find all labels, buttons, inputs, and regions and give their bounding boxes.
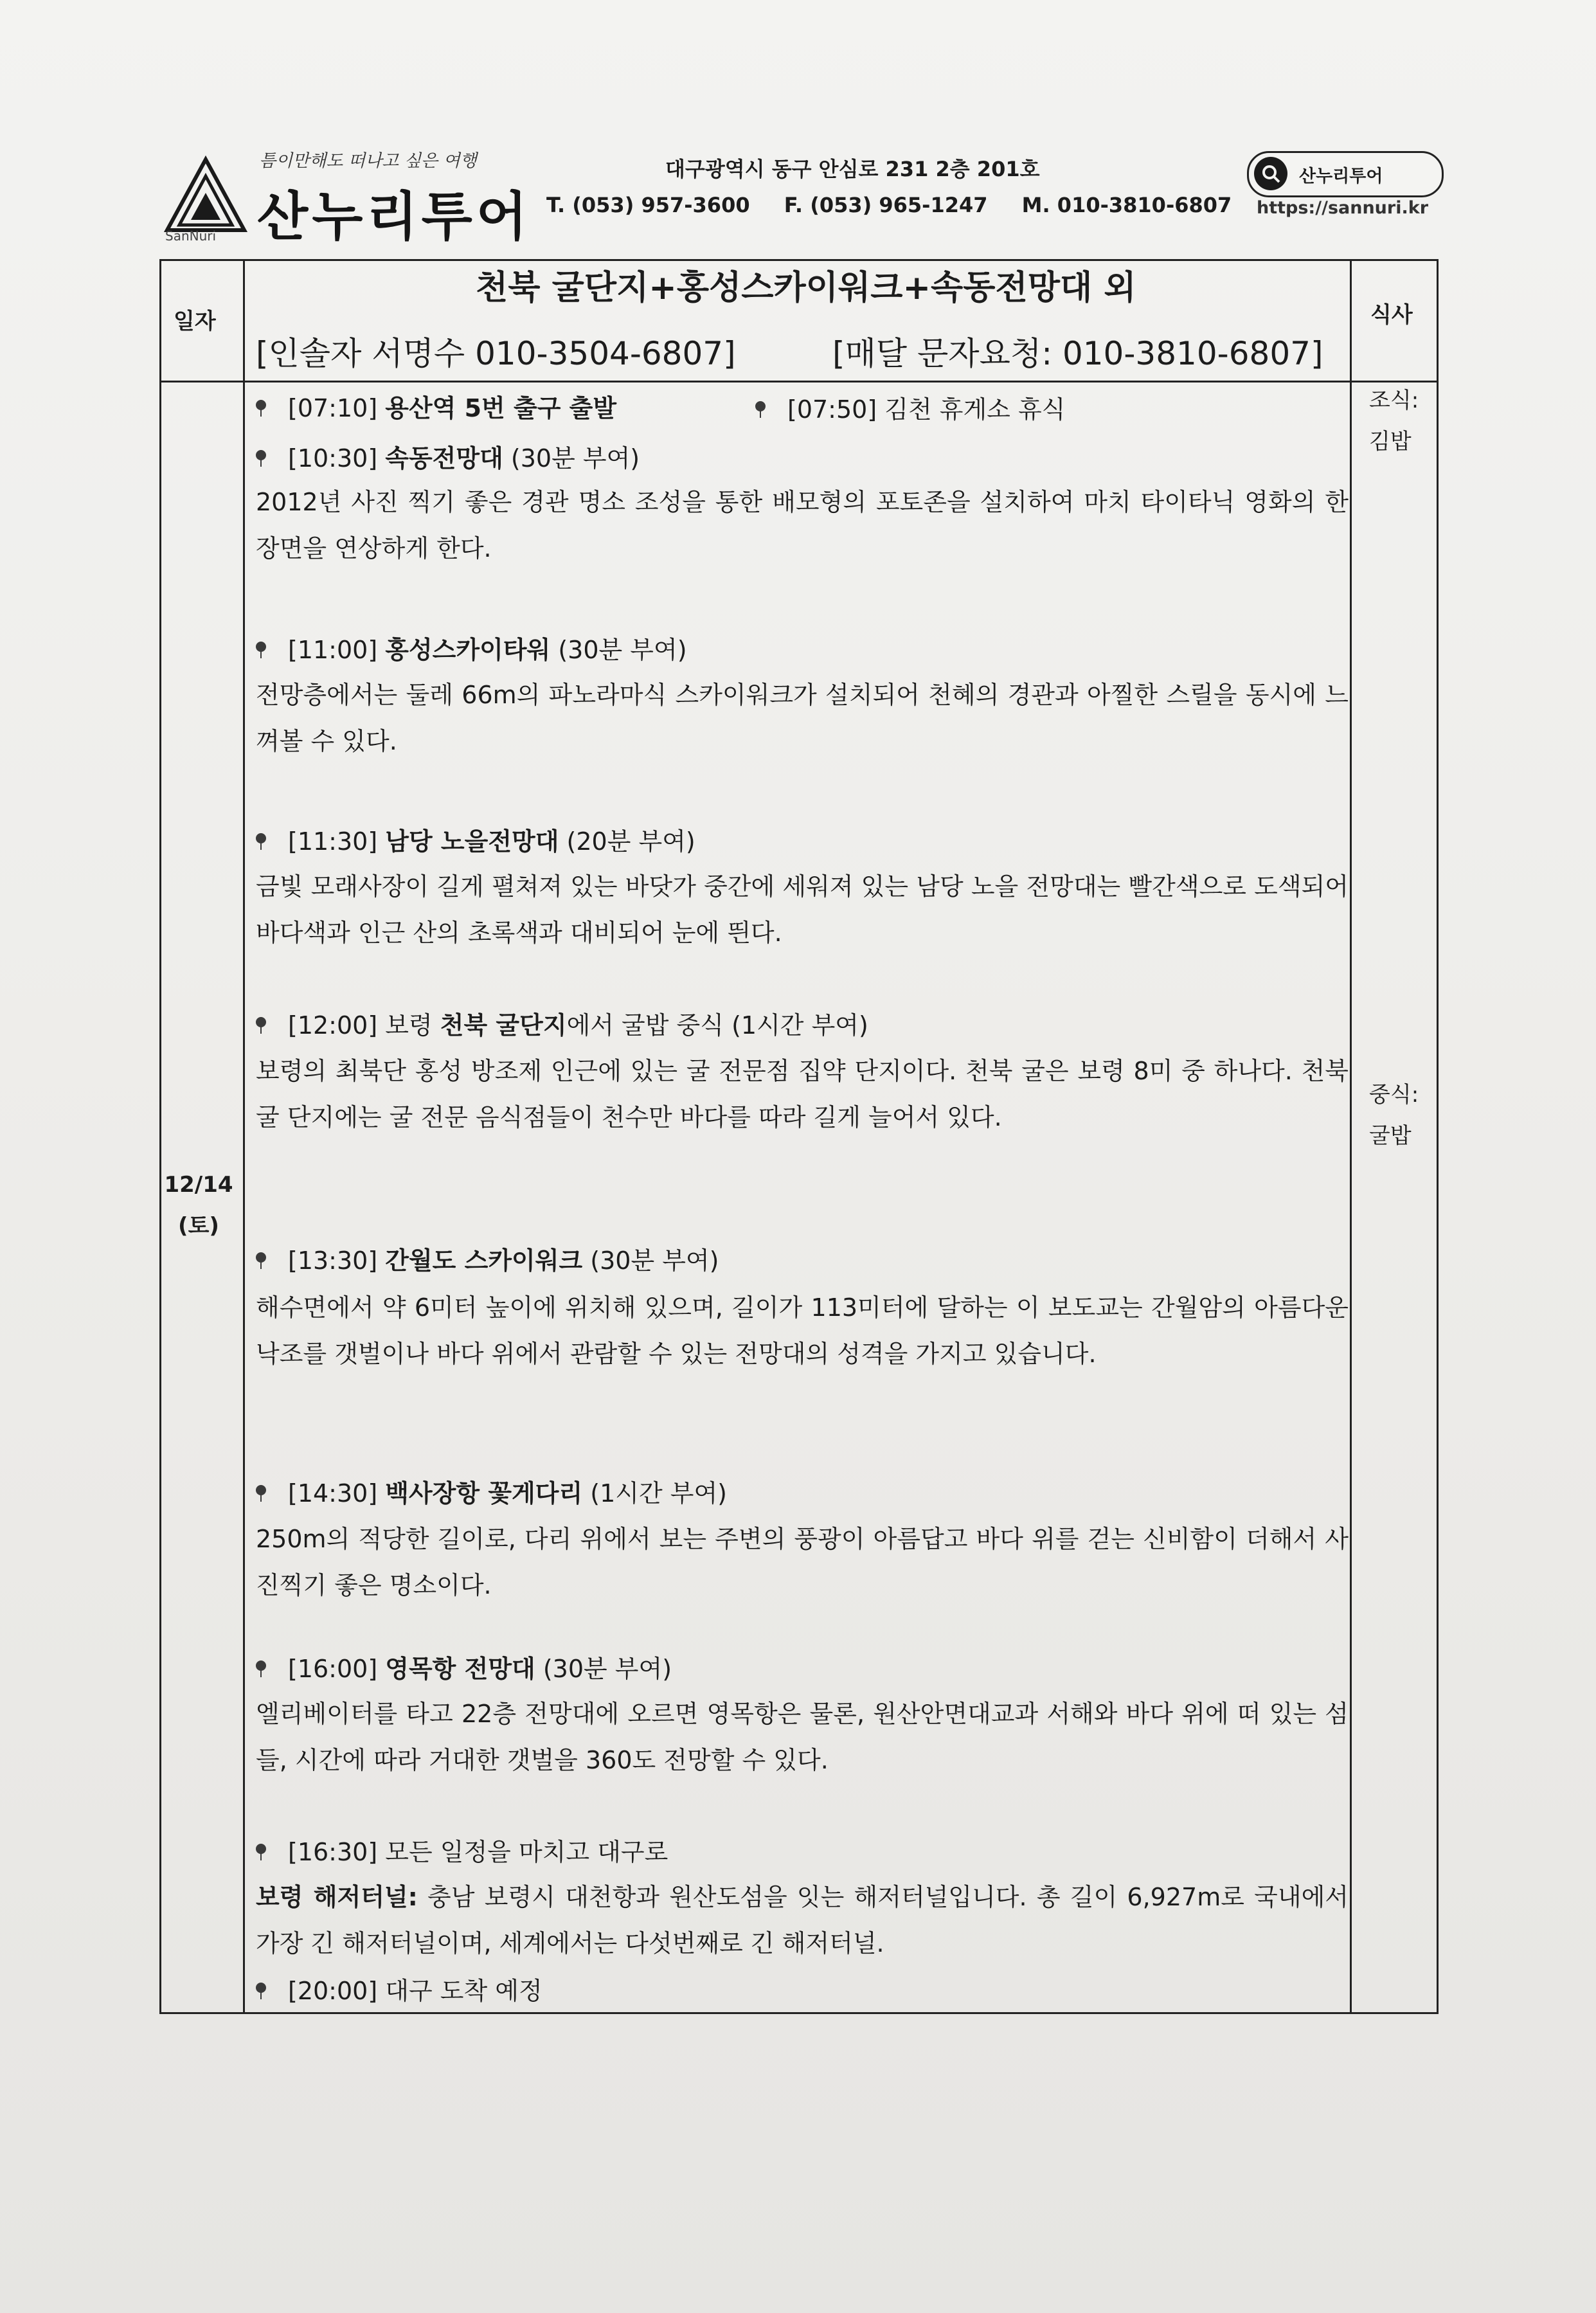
tour-title: 천북 굴단지+홍성스카이워크+속동전망대 외 (476, 269, 1136, 307)
lunch-label: 중식: (1369, 1082, 1419, 1108)
lunch-value: 굴밥 (1369, 1123, 1412, 1149)
itinerary-stop: [11:00] 홍성스카이타워 (30분 부여) (256, 630, 687, 665)
search-box (1247, 151, 1444, 197)
stop-name: 속동전망대 (385, 444, 503, 473)
column-header-date: 일자 (174, 309, 216, 334)
map-pin-icon (256, 450, 266, 460)
map-pin-icon (256, 642, 266, 652)
brand-subtitle: SanNuri (165, 228, 217, 244)
stop-description: 2012년 사진 찍기 좋은 경관 명소 조성을 통한 배모형의 포토존을 설치하여 마치 타이타닉 영화의 한 장면을 연상하게 한다. (256, 488, 1349, 562)
brand-name: 산누리투어 (257, 186, 532, 248)
stop-description: 해수면에서 약 6미터 높이에 위치해 있으며, 길이가 113미터에 달하는 이 보도교는 간월암의 아름다운 낙조를 갯벌이나 바다 위에서 관람할 수 있는 전망대의 성격을 가지고 있습니다. (256, 1293, 1349, 1368)
stop-name: 간월도 스카이워크 (385, 1246, 583, 1275)
stop-description: 보령 해저터널: 충남 보령시 대천항과 원산도섬을 잇는 해저터널입니다. 총 길이 6,927m로 국내에서 가장 긴 해저터널이며, 세계에서는 다섯번째로 긴 해저터널. (256, 1883, 1349, 1958)
company-slogan: 틈이만해도 떠나고 싶은 여행 (259, 151, 477, 171)
column-divider-meal (1350, 259, 1352, 2014)
breakfast-label: 조식: (1369, 388, 1419, 413)
stop-name: 영목항 전망대 (385, 1655, 535, 1683)
stop-name: 천북 굴단지 (440, 1011, 567, 1040)
itinerary-stop: [13:30] 간월도 스카이워크 (30분 부여) (256, 1241, 719, 1276)
stop-name: 남당 노을전망대 (385, 827, 559, 856)
itinerary-stop: [07:50] 김천 휴게소 휴식 (755, 390, 1065, 425)
map-pin-icon (256, 1983, 266, 1993)
mobile: M. 010-3810-6807 (1021, 193, 1232, 217)
stop-description: 250m의 적당한 길이로, 다리 위에서 보는 주변의 풍광이 아름답고 바다 위를 걷는 신비함이 더해서 사진찍기 좋은 명소이다. (256, 1525, 1349, 1599)
search-icon (1254, 157, 1287, 190)
map-pin-icon (755, 401, 766, 411)
tour-weekday: (토) (178, 1213, 219, 1239)
itinerary-stop: [07:10] 용산역 5번 출구 출발 (256, 388, 616, 424)
tunnel-label: 보령 해저터널: (256, 1883, 418, 1911)
map-pin-icon (256, 1485, 266, 1495)
contact-line (546, 193, 1259, 217)
stop-name: 대구 도착 예정 (385, 1977, 542, 2005)
map-pin-icon (256, 1252, 266, 1263)
stop-description: 전망층에서는 둘레 66m의 파노라마식 스카이워크가 설치되어 천혜의 경관과 아찔한 스릴을 동시에 느껴볼 수 있다. (256, 681, 1349, 755)
column-divider-date (243, 259, 245, 2014)
itinerary-stop: [11:30] 남당 노을전망대 (20분 부여) (256, 822, 695, 857)
company-address: 대구광역시 동구 안심로 231 2층 201호 (665, 157, 1040, 181)
monthly-sms-request: [매달 문자요청: 010-3810-6807] (832, 335, 1323, 372)
map-pin-icon (256, 833, 266, 843)
stop-name: 모든 일정을 마치고 대구로 (385, 1838, 668, 1866)
stop-name: 홍성스카이타워 (385, 636, 551, 664)
map-pin-icon (256, 1661, 266, 1671)
breakfast-value: 김밥 (1369, 429, 1412, 455)
map-pin-icon (256, 400, 266, 410)
itinerary-stop: [10:30] 속동전망대 (30분 부여) (256, 438, 640, 474)
stop-description: 보령의 최북단 홍성 방조제 인근에 있는 굴 전문점 집약 단지이다. 천북 굴은 보령 8미 중 하나다. 천북 굴 단지에는 굴 전문 음식점들이 천수만 바다를 따라 길게 늘어서 있다. (256, 1057, 1349, 1131)
itinerary-stop: [20:00] 대구 도착 예정 (256, 1971, 542, 2006)
company-logo (164, 141, 532, 251)
itinerary-stop: [12:00] 보령 천북 굴단지에서 굴밥 중식 (1시간 부여) (256, 1005, 868, 1041)
fax: F. (053) 965-1247 (784, 193, 988, 217)
itinerary-stop: [16:30] 모든 일정을 마치고 대구로 (256, 1832, 668, 1868)
search-label: 산누리투어 (1299, 166, 1383, 186)
map-pin-icon (256, 1017, 266, 1027)
telephone: T. (053) 957-3600 (546, 193, 750, 217)
website-url: https://sannuri.kr (1257, 198, 1429, 218)
guide-contact: [인솔자 서명수 010-3504-6807] (256, 335, 736, 372)
map-pin-icon (256, 1844, 266, 1854)
column-header-meal: 식사 (1370, 302, 1413, 328)
stop-description: 엘리베이터를 타고 22층 전망대에 오르면 영목항은 물론, 원산안면대교과 서해와 바다 위에 떠 있는 섬들, 시간에 따라 거대한 갯벌을 360도 전망할 수 있다. (256, 1700, 1349, 1774)
itinerary-stop: [16:00] 영목항 전망대 (30분 부여) (256, 1649, 672, 1684)
stop-name: 김천 휴게소 휴식 (884, 395, 1066, 424)
tour-date: 12/14 (164, 1172, 233, 1198)
itinerary-stop: [14:30] 백사장항 꽃게다리 (1시간 부여) (256, 1473, 727, 1509)
stop-description: 금빛 모래사장이 길게 펼쳐져 있는 바닷가 중간에 세워져 있는 남당 노을 전망대는 빨간색으로 도색되어 바다색과 인근 산의 초록색과 대비되어 눈에 띈다. (256, 872, 1349, 947)
stop-name: 백사장항 꽃게다리 (385, 1479, 583, 1508)
stop-name: 용산역 5번 출구 출발 (385, 394, 617, 422)
header-row-divider (159, 381, 1439, 382)
